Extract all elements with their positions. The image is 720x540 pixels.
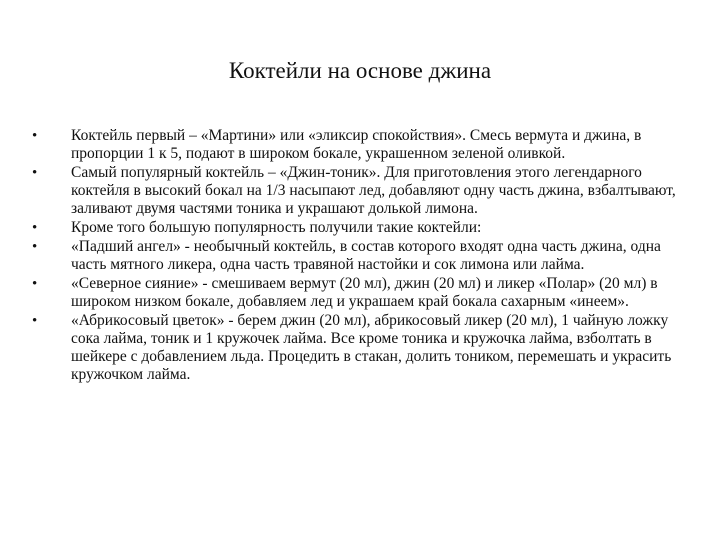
bullet-text: Коктейль первый – «Мартини» или «эликсир спокойствия». Смесь вермута и джина, в пропорции 1 к 5, подают в широком бокале, украшенном зеленой оливкой. [71, 127, 642, 162]
bullet-item-martini [32, 127, 688, 163]
bullet-icon: • [32, 220, 38, 236]
bullet-icon: • [32, 239, 38, 255]
bullet-text: «Падший ангел» - необычный коктейль, в состав которого входят одна часть джина, одна часть мятного ликера, одна часть травяной настойки и сок лимона или лайма. [71, 238, 661, 273]
bullet-item-apricot-flower [32, 312, 688, 384]
bullet-item-popular-intro [32, 219, 688, 237]
bullet-text: «Абрикосовый цветок» - берем джин (20 мл), абрикосовый ликер (20 мл), 1 чайную ложку сока лайма, тоник и 1 кружочек лайма. Все кроме тоника и кружочка лайма, взболтать в шейкере с добавлением льда. Процедить в стакан, долить тоником, перемешать и украсить кружочком лайма. [71, 312, 672, 383]
bullet-list [32, 127, 688, 385]
bullet-item-fallen-angel [32, 238, 688, 274]
bullet-item-gin-tonic [32, 164, 688, 218]
bullet-icon: • [32, 128, 38, 144]
bullet-text: «Северное сияние» - смешиваем вермут (20 мл), джин (20 мл) и ликер «Полар» (20 мл) в широком низком бокале, добавляем лед и украшаем край бокала сахарным «инеем». [71, 275, 658, 310]
slide-title: Коктейли на основе джина [228, 58, 492, 83]
bullet-icon: • [32, 165, 38, 181]
bullet-item-northern-lights [32, 275, 688, 311]
bullet-icon: • [32, 313, 38, 329]
bullet-text: Кроме того большую популярность получили такие коктейли: [71, 219, 482, 236]
bullet-icon: • [32, 276, 38, 292]
bullet-text: Самый популярный коктейль – «Джин-тоник». Для приготовления этого легендарного коктейля в высокий бокал на 1/3 насыпают лед, добавляют одну часть джина, взбалтывают, заливают двумя частями тоника и украшают долькой лимона. [71, 164, 676, 217]
